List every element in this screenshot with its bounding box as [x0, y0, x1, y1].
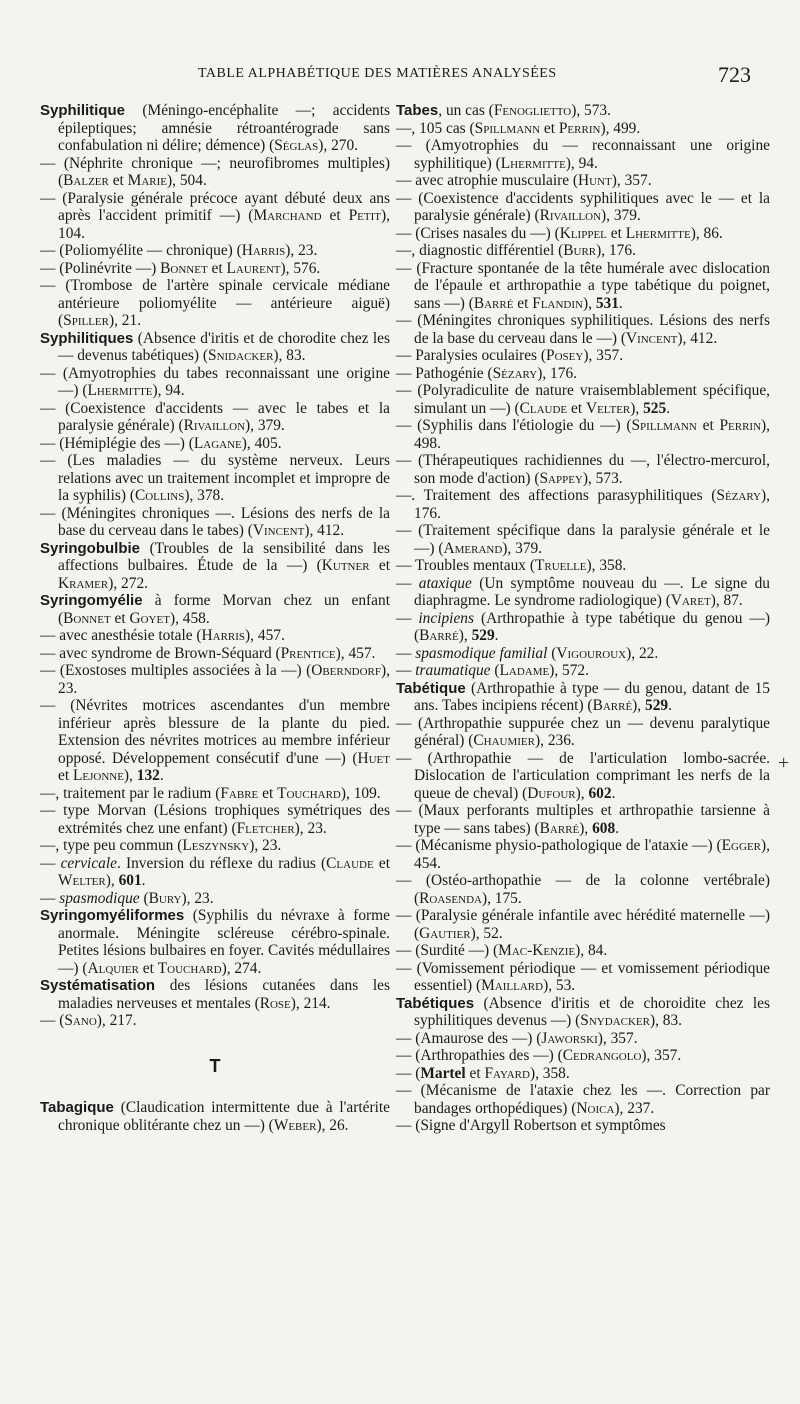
index-entry: — spasmodique familial (Vigouroux), 22.: [396, 644, 659, 662]
index-entry: Tabétique (Arthropathie à type — du genou, datant de 15 ans. Tabes incipiens récent) (Barré), 529.: [396, 679, 770, 714]
index-entry: — (Arthropathies des —) (Cedrangolo), 357.: [396, 1047, 682, 1064]
index-entry: — (Arthropathie — de l'articulation lombo-sacrée. Dislocation de l'articulation comprimant les nerfs de la queue de cheval) (Dufour), 602.: [396, 749, 770, 802]
left-entries-after: [40, 1099, 390, 1134]
index-entry: —, type peu commun (Leszynsky), 23.: [40, 837, 282, 854]
index-entry: —, traitement par le radium (Fabre et Touchard), 109.: [40, 784, 381, 802]
index-entry: — (Crises nasales du —) (Klippel et Lhermitte), 86.: [396, 224, 723, 242]
index-entry: — (Névrites motrices ascendantes d'un membre inférieur après blessure de la plante du pied. Extension des névrites motrices au membre inférieur opposé. Développement consécutif d'une —) (Huet et Lejonne), 132.: [40, 697, 390, 784]
index-entry: — (Fracture spontanée de la tête humérale avec dislocation de l'épaule et arthropathie a type tabétique du poignet, sans —) (Barré et Flandin), 531.: [396, 259, 770, 312]
index-entry: — avec syndrome de Brown-Séquard (Prentice), 457.: [40, 644, 376, 662]
index-entry: — (Trombose de l'artère spinale cervicale médiane antérieure poliomyélite — antérieure aiguë) (Spiller), 21.: [40, 277, 390, 329]
index-entry: — (Exostoses multiples associées à la —) (Obernd​orf), 23.: [40, 662, 390, 697]
index-entry: Syringobulbie (Troubles de la sensibilité dans les affections bulbaires. Étude de la —) (Kutner et Kramer), 272.: [40, 539, 390, 592]
index-entry: — (Surdité —) (Mac-Kenzie), 84.: [396, 942, 608, 959]
index-entry: — (Hémiplégie des —) (Lagane), 405.: [40, 434, 282, 452]
section-letter-t: T: [209, 1055, 221, 1076]
index-entry: — (Martel et Fayard), 358.: [396, 1064, 570, 1082]
index-entry: —, diagnostic différentiel (Burr), 176.: [396, 242, 636, 259]
index-entry: Tabétiques (Absence d'iritis et de choroidite chez les syphilitiques devenus —) (Snydacker), 83.: [396, 994, 770, 1029]
index-entry: — (Méningites chroniques syphilitiques. Lésions des nerfs de la base du cerveau dans le —) (Vincent), 412.: [396, 312, 770, 347]
index-entry: — traumatique (Ladame), 572.: [396, 662, 589, 679]
index-entry: — (Néphrite chronique —; neurofibromes multiples) (Balzer et Marie), 504.: [40, 154, 390, 189]
index-entry: Systématisation des lésions cutanées dans les maladies nerveuses et mentales (Rose), 214.: [40, 977, 390, 1012]
page-header: [0, 62, 800, 92]
index-entry: — type Morvan (Lésions trophiques symétriques des extrémités chez une enfant) (Fletcher), 23.: [40, 802, 390, 837]
index-entry: — Troubles mentaux (Truelle), 358.: [396, 557, 627, 574]
index-entry: — (Amyotrophies du tabes reconnaissant une origine —) (Lhermitte), 94.: [40, 364, 390, 399]
index-entry: — Paralysies oculaires (Posey), 357.: [396, 347, 624, 364]
index-entry: — (Arthropathie suppurée chez un — devenu paralytique général) (Chaumier), 236.: [396, 714, 770, 749]
page-number: 723: [718, 62, 751, 87]
index-entry: — (Les maladies — du système nerveux. Leurs relations avec un traitement incomplet et impropre de la syphilis) (Collins), 378.: [40, 452, 390, 504]
index-entry: Syphilitiques (Absence d'iritis et de chorodite chez les — devenus tabétiques) (Snidacker), 83.: [40, 329, 390, 364]
index-entry: Tabagique (Claudication intermittente due à l'artérite chronique oblitérante chez un —) (Weber), 26.: [40, 1099, 390, 1134]
index-entry: — (Traitement spécifique dans la paralysie générale et le —) (Amerand), 379.: [396, 522, 770, 557]
index-entry: — (Coexistence d'accidents — avec le tabes et la paralysie générale) (Rivaillon), 379.: [40, 399, 390, 434]
index-entry: Syringomyélie à forme Morvan chez un enfant (Bonnet et Goyet), 458.: [40, 592, 390, 627]
index-entry: — avec anesthésie totale (Harris), 457.: [40, 627, 285, 644]
index-entry: — spasmodique (Bury), 23.: [40, 889, 214, 907]
running-title: TABLE ALPHABÉTIQUE DES MATIÈRES ANALYSÉES: [198, 66, 557, 81]
index-entry: — (Maux perforants multiples et arthropathie tarsienne à type — sans tabes) (Barré), 608.: [396, 802, 770, 837]
index-entry: —. Traitement des affections parasyphilitiques (Sézary), 176.: [396, 487, 770, 522]
index-entry: — (Méningites chroniques —. Lésions des nerfs de la base du cerveau dans le tabes) (Vincent), 412.: [40, 504, 390, 539]
index-entry: — (Paralysie générale précoce ayant débuté deux ans après l'accident primitif —) (Marchand et Petit), 104.: [40, 189, 390, 242]
index-entry: — cervicale. Inversion du réflexe du radius (Claude et Welter), 601.: [40, 854, 390, 889]
index-entry: Tabes, un cas (Fenoglietto), 573.: [396, 102, 611, 119]
index-entry: — (Amaurose des —) (Jaworski), 357.: [396, 1029, 638, 1047]
index-entry: — (Signe d'Argyll Robertson et symptômes: [396, 1117, 666, 1134]
index-entry: Syphilitique (Méningo-encéphalite —; accidents épileptiques; amnésie rétroantérograde sans confabulation ni délire; démence) (Séglas), 270.: [40, 102, 390, 154]
index-entry: — Pathogénie (Sézary), 176.: [396, 364, 577, 382]
index-entry: — (Poliomyélite — chronique) (Harris), 23.: [40, 242, 318, 259]
index-entry: — (Sano), 217.: [40, 1012, 137, 1029]
index-entry: — (Paralysie générale infantile avec hérédité maternelle —) (Gautier), 52.: [396, 907, 770, 942]
index-entry: — (Mécanisme de l'ataxie chez les —. Correction par bandages orthopédiques) (Noica), 237.: [396, 1082, 770, 1117]
left-column: [40, 102, 390, 1134]
index-entry: — (Coexistence d'accidents syphilitiques avec le — et la paralysie générale) (Rivaillon), 379.: [396, 189, 770, 224]
index-entry: — (Thérapeutiques rachidiennes du —, l'électro-mercurol, son mode d'action) (Sappey), 573.: [396, 452, 770, 487]
index-entry: Syringomyéliformes (Syphilis du névraxe à forme anormale. Méningite scléreuse cérébro-spinale. Petites lésions bulbaires en foyer. Cavités médullaires —) (Alquier et Touchard), 274.: [40, 907, 390, 977]
index-entry: — (Amyotrophies du — reconnaissant une origine syphilitique) (Lhermitte), 94.: [396, 137, 770, 172]
index-entry: — (Polyradiculite de nature vraisemblablement spécifique, simulant un —) (Claude et Velter), 525.: [396, 382, 770, 417]
right-column: [396, 102, 770, 1135]
index-entry: — (Polinévrite —) Bonnet et Laurent), 576.: [40, 259, 321, 277]
index-entry: — incipiens (Arthropathie à type tabétique du genou —) (Barré), 529.: [396, 609, 770, 644]
margin-mark-icon: +: [778, 752, 790, 774]
left-entries: [40, 102, 390, 1030]
index-entry: — (Mécanisme physio-pathologique de l'ataxie —) (Egger), 454.: [396, 837, 770, 872]
index-entry: — avec atrophie musculaire (Hunt), 357.: [396, 172, 652, 189]
index-entry: — (Vomissement périodique — et vomissement périodique essentiel) (Maillard), 53.: [396, 959, 770, 994]
index-entry: — (Ostéo-arthopathie — de la colonne vertébrale) (Roasenda), 175.: [396, 872, 770, 907]
index-entry: — ataxique (Un symptôme nouveau du —. Le signe du diaphragme. Le syndrome radiologique) (Varet), 87.: [396, 574, 770, 609]
index-entry: — (Syphilis dans l'étiologie du —) (Spillmann et Perrin), 498.: [396, 417, 770, 452]
index-entry: —, 105 cas (Spillmann et Perrin), 499.: [396, 119, 641, 137]
right-entries: [396, 102, 770, 1135]
